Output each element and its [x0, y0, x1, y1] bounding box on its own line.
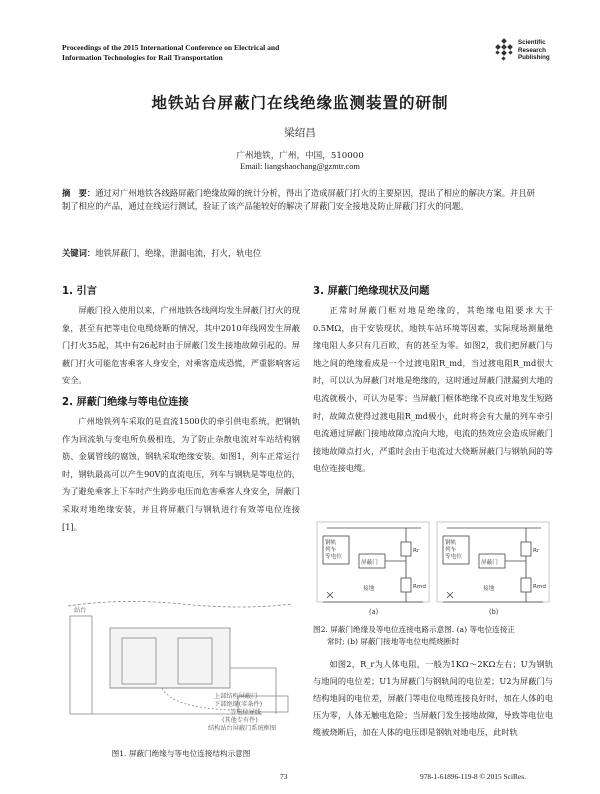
section-3-heading: 3. 屏蔽门绝缘现状及问题 [313, 286, 430, 297]
fig1-label-2: 站台 [74, 607, 87, 614]
fig2b-text-rmd: Rmd [533, 584, 546, 590]
page-number: 73 [280, 772, 288, 781]
section-3-body-2: 如图2，R_r为人体电阻，一般为1KΩ～2KΩ左右；U为钢轨与地间的电位差；U1为屏蔽门与钢轨间的电位差；U2为屏蔽门与结构地间的电位差，屏蔽门等电位电缆连接良好时，加在人体的电压为零，人体无触电危险；当屏蔽门发生接地故障，导致等电位电缆被烧断后，加在人体的电压即是钢轨对地电压，此时轨 [313, 659, 553, 737]
fig2a-res-rr [401, 542, 411, 556]
header-line-1: Proceedings of the 2015 International Conference on Electrical and [62, 43, 280, 52]
fig2b-text-bond: 等电位 [445, 554, 462, 560]
fig2a-text-train: 列车 [325, 547, 337, 553]
fig2a-res-rmd [401, 578, 411, 592]
author-name: 梁绍昌 [284, 127, 316, 139]
section-2-heading: 2. 屏蔽门绝缘与等电位连接 [62, 397, 189, 408]
fig2a-text-bond: 等电位 [325, 554, 342, 560]
publisher-logo [492, 36, 562, 64]
keywords-label: 关键词： [62, 248, 96, 258]
fig1-label-5: (其他专有件) [222, 717, 258, 724]
fig2b-text-ground: 接地 [483, 586, 495, 592]
fig2b-label: (b) [489, 608, 499, 616]
author-email: Email: liangshaochang@gzmtr.com [240, 162, 360, 171]
fig1-label-3: 下部绝缘(零条件) [214, 701, 263, 708]
section-1-body: 屏蔽门投入使用以来，广州地铁各线网均发生屏蔽门打火的现象，甚至有把等电位电缆烧断的情况，其中2010年线网发生屏蔽门打火35起，其中有26起时由于屏蔽门发生接地故障引起的。屏蔽门打火可能危害乘客人身安全，对乘客造成恐慌，严重影响客运安全。 [62, 305, 300, 386]
fig2b-text-door: 屏蔽门 [481, 560, 498, 566]
fig1-left-wall [70, 616, 92, 714]
fig1-label-4: 等电位导线 [230, 709, 261, 716]
fig2a-label: (a) [369, 608, 379, 616]
abstract [62, 187, 540, 213]
figure-2-caption-line-2: 常时; (b) 屏蔽门接地等电位电缆烧断时 [327, 636, 460, 646]
publisher-name: Scientific Research Publishing [518, 39, 550, 61]
abstract-text: 通过对广州地铁各线路屏蔽门绝缘故障的统计分析，得出了造成屏蔽门打火的主要原因，提出了相应的解决方案。并且研制了相应的产品，通过在线运行测试，验证了该产品能较好的解决了屏蔽门安全接地及防止屏蔽门打火的问题。 [62, 188, 535, 212]
figure-1-diagram [62, 598, 300, 738]
fig2b-text-rail: 钢轨 [445, 540, 457, 546]
fig2a-text-rail: 钢轨 [325, 540, 337, 546]
fig2a-text-door: 屏蔽门 [361, 560, 378, 566]
fig2a-x-mark [327, 592, 333, 598]
fig1-ceiling [68, 601, 292, 607]
fig1-label-6: 结构站台屏蔽门系统框图 [208, 725, 277, 732]
paper-title: 地铁站台屏蔽门在线绝缘监测装置的研制 [151, 94, 449, 112]
footer-isbn: 978-1-61896-119-8 © 2015 SciRes. [420, 772, 526, 781]
fig2a-text-rmd: Rmd [413, 584, 426, 590]
fig2b-text-train: 列车 [445, 547, 457, 553]
figure-2-caption-line-1: 图2. 屏蔽门绝缘及等电位连接电路示意图. (a) 等电位连接正 [313, 625, 516, 634]
keywords [62, 247, 540, 260]
fig2b-x-mark [447, 592, 453, 598]
header-line-2: Information Technologies for Rail Transportation [62, 53, 223, 62]
section-2-body: 广州地铁列车采取的是直流1500伏的牵引供电系统，把钢轨作为回流轨与变电所负极相连，为了防止杂散电流对车站结构钢筋、金属管线的腐蚀，钢轨采取绝缘安装。如图1，列车正常运行时，钢轨最高可以产生90V的直流电压，列车与钢轨是等电位的，为了避免乘客上下车时产生跨步电压而危害乘客人身安全，屏蔽门采取对地绝缘安装，并且将屏蔽门与钢轨进行有效等电位连接[1]。 [62, 416, 300, 532]
proceedings-header [62, 43, 279, 63]
fig2a-text-rr: Rr [413, 548, 420, 554]
figure-2-diagram [313, 518, 553, 618]
abstract-label: 摘 要： [62, 188, 96, 198]
keywords-text: 地铁屏蔽门，绝缘，泄漏电流，打火，轨电位 [95, 248, 262, 258]
author-affiliation: 广州地铁，广州，中国，510000 [236, 151, 364, 161]
figure-1-caption: 图1. 屏蔽门绝缘与等电位连接结构示意图 [111, 749, 251, 758]
section-3-body-1: 正常时屏蔽门框对地是绝缘的，其绝缘电阻要求大于0.5MΩ，由于安装现状，地铁车站环境等因素，实际现场测量绝缘电阻人多只有几百欧，有的甚至为零。如图2，我们把屏蔽门与地之间的绝缘看成是一个过渡电阻R_md，当过渡电阻R_md很大时，可以认为屏蔽门对地是绝缘的，这时通过屏蔽门泄漏到大地的电流就极小，可认为是零；当屏蔽门框体绝缘不良或对地发生短路时，故障点使得过渡电阻R_md极小，此时将会有大量的列车牵引电流通过屏蔽门接地故障点流向大地，电流的热效应会造成屏蔽门接地故障点打火，严重时会由于电流过大烧断屏蔽门与钢轨间的等电位连接电缆。 [313, 305, 553, 474]
fig1-label-1: 上部结构屏蔽门 [214, 693, 258, 700]
fig2b-text-rr: Rr [533, 548, 540, 554]
section-1-heading: 1. 引言 [62, 286, 97, 297]
fig2b-res-rr [521, 542, 531, 556]
publisher-logo-icon [492, 38, 516, 62]
figure-2-caption [313, 624, 553, 647]
fig2a-text-ground: 接地 [363, 586, 375, 592]
fig2b-res-rmd [521, 578, 531, 592]
